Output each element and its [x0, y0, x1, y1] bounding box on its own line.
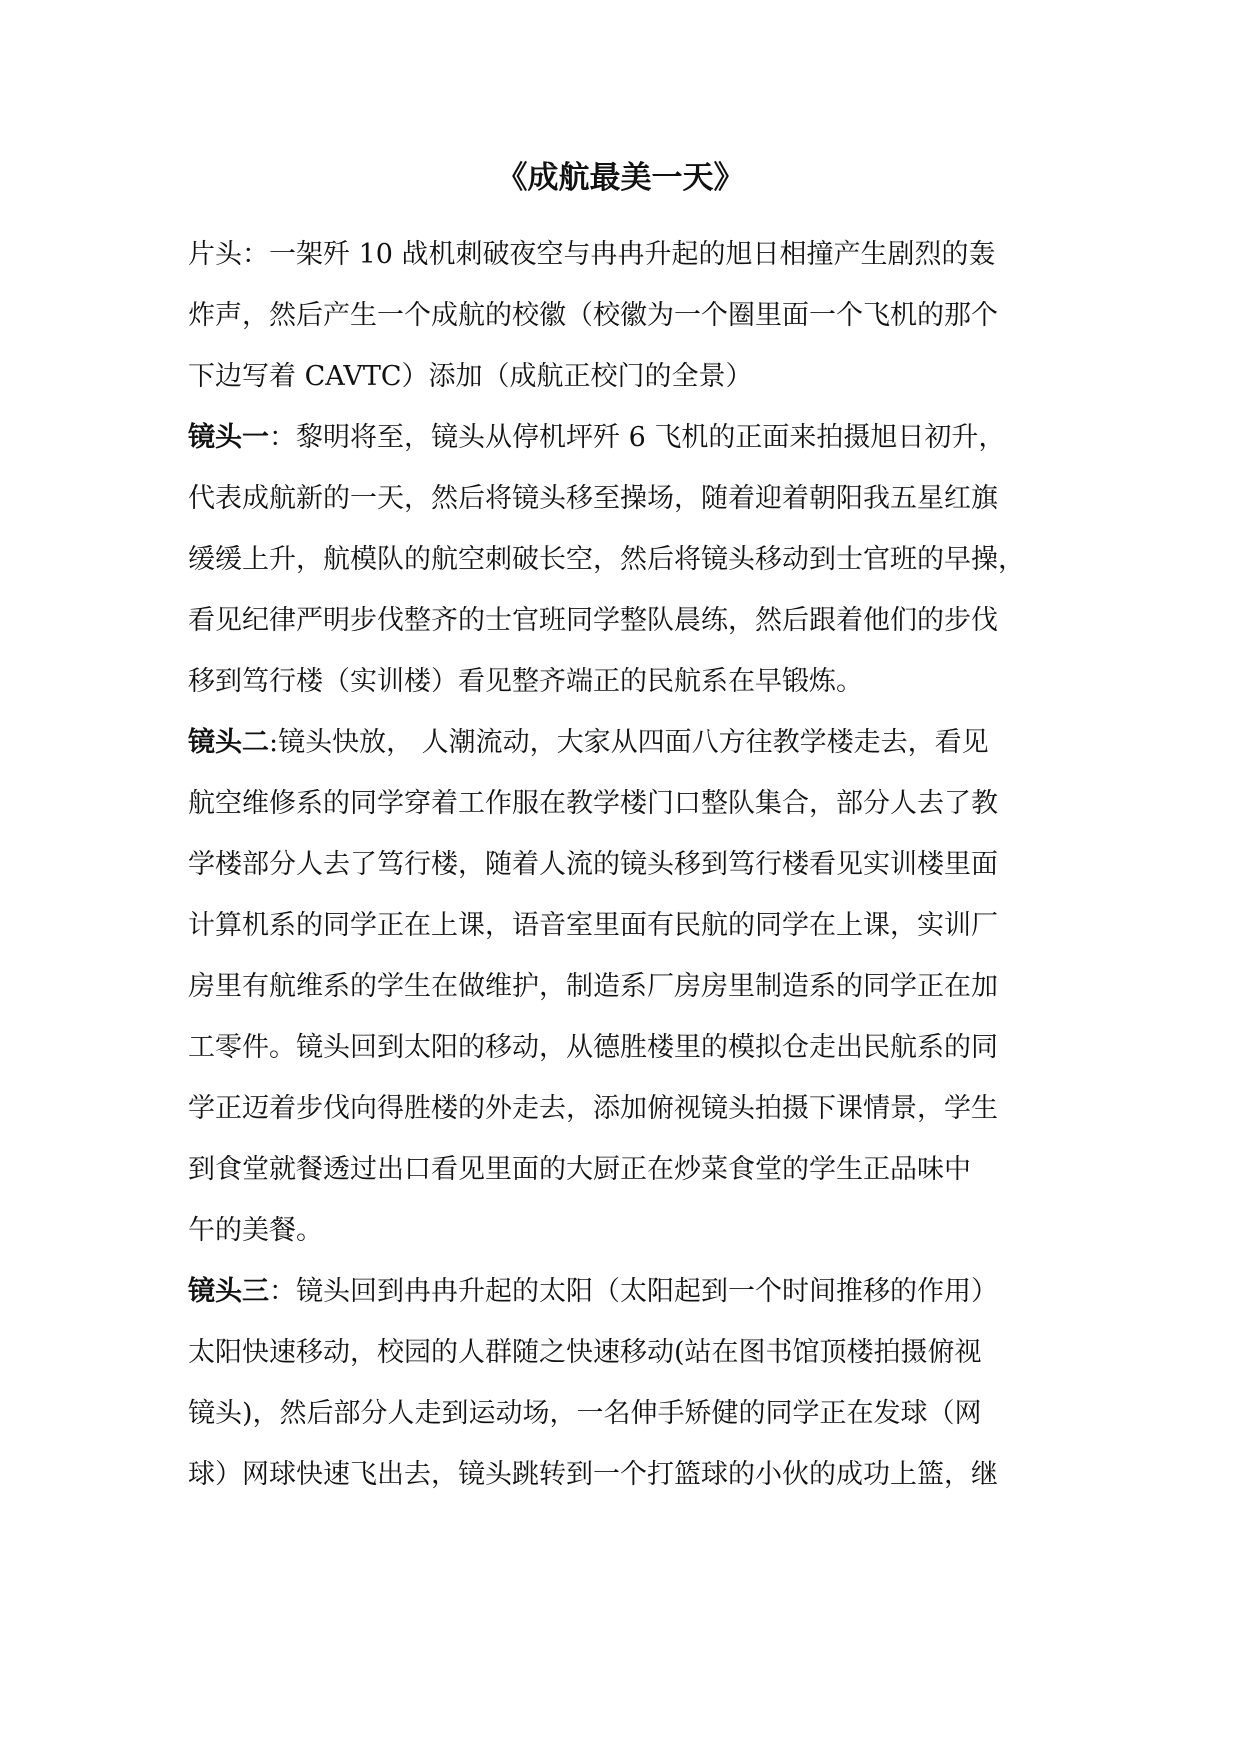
paragraph-opening [188, 224, 1053, 407]
text-line: 太阳快速移动，校园的人群随之快速移动(站在图书馆顶楼拍摄俯视 [188, 1337, 982, 1368]
paragraph-shot-one [188, 407, 1053, 712]
text-line-content: ：黎明将至，镜头从停机坪歼 6 飞机的正面来拍摄旭日初升， [269, 422, 1006, 453]
text-line-content: ：镜头回到冉冉升起的太阳（太阳起到一个时间推移的作用） [269, 1276, 998, 1307]
text-line: 炸声，然后产生一个成航的校徽（校徽为一个圈里面一个飞机的那个 [188, 300, 998, 331]
shot-label: 镜头二 [188, 727, 269, 758]
text-line: 学正迈着步伐向得胜楼的外走去，添加俯视镜头拍摄下课情景，学生 [188, 1093, 998, 1124]
text-line: 球）网球快速飞出去，镜头跳转到一个打篮球的小伙的成功上篮，继 [188, 1459, 998, 1490]
text-line: 学楼部分人去了笃行楼，随着人流的镜头移到笃行楼看见实训楼里面 [188, 849, 998, 880]
shot-label: 镜头三 [188, 1276, 269, 1307]
text-line-content: :镜头快放， 人潮流动，大家从四面八方往教学楼走去，看见 [269, 727, 989, 758]
text-line: 代表成航新的一天，然后将镜头移至操场，随着迎着朝阳我五星红旗 [188, 483, 998, 514]
text-line: 缓缓上升，航模队的航空刺破长空，然后将镜头移动到士官班的早操， [188, 544, 1025, 575]
document-title: 《成航最美一天》 [496, 160, 745, 196]
paragraph-shot-three [188, 1261, 1053, 1505]
text-line: 房里有航维系的学生在做维护，制造系厂房房里制造系的同学正在加 [188, 971, 998, 1002]
text-line: 移到笃行楼（实训楼）看见整齐端正的民航系在早锻炼。 [188, 666, 863, 697]
text-line: 片头：一架歼 10 战机刺破夜空与冉冉升起的旭日相撞产生剧烈的轰 [188, 239, 996, 270]
text-line [188, 407, 1053, 468]
shot-label: 镜头一 [188, 422, 269, 453]
text-line: 镜头)，然后部分人走到运动场，一名伸手矫健的同学正在发球（网 [188, 1398, 982, 1429]
text-line: 下边写着 CAVTC）添加（成航正校门的全景） [188, 361, 753, 392]
text-line [188, 712, 1053, 773]
document-body [188, 224, 1053, 1505]
text-line: 到食堂就餐透过出口看见里面的大厨正在炒菜食堂的学生正品味中 [188, 1154, 971, 1185]
text-line [188, 1261, 1053, 1322]
text-line: 看见纪律严明步伐整齐的士官班同学整队晨练，然后跟着他们的步伐 [188, 605, 998, 636]
text-line: 午的美餐。 [188, 1215, 323, 1246]
text-line: 航空维修系的同学穿着工作服在教学楼门口整队集合，部分人去了教 [188, 788, 998, 819]
text-line: 计算机系的同学正在上课，语音室里面有民航的同学在上课，实训厂 [188, 910, 998, 941]
text-line: 工零件。镜头回到太阳的移动，从德胜楼里的模拟仓走出民航系的同 [188, 1032, 998, 1063]
paragraph-shot-two [188, 712, 1053, 1261]
